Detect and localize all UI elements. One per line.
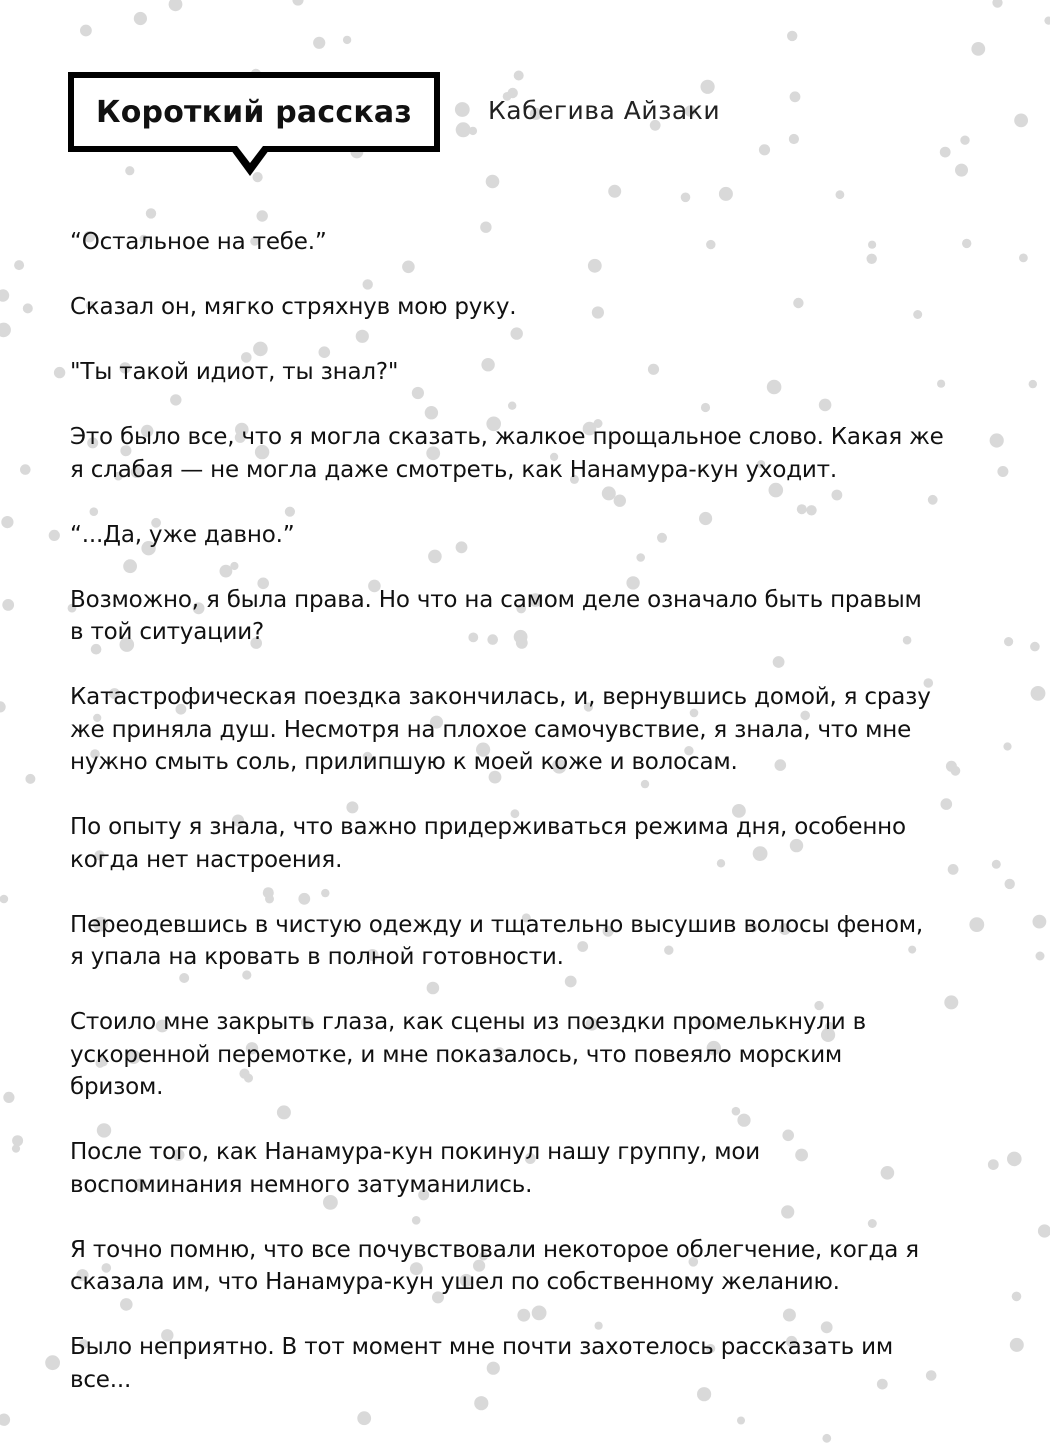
story-paragraph bbox=[70, 1234, 1010, 1299]
paragraph-line: ускоренной перемотке, и мне показалось, что повеяло морским bbox=[70, 1041, 843, 1068]
paragraph-line: Я точно помню, что все почувствовали некоторое облегчение, когда я bbox=[70, 1236, 919, 1263]
story-paragraph bbox=[70, 909, 1010, 974]
paragraph-line: воспоминания немного затуманились. bbox=[70, 1171, 533, 1198]
paragraph-line: "Ты такой идиот, ты знал?" bbox=[70, 359, 399, 385]
story-paragraph bbox=[70, 291, 1010, 324]
paragraph-line: бризом. bbox=[70, 1074, 164, 1100]
paragraph-line: когда нет настроения. bbox=[70, 846, 343, 873]
story-paragraph bbox=[70, 421, 1010, 486]
paragraph-line: я слабая — не могла даже смотреть, как Нанамура-кун уходит. bbox=[70, 456, 837, 483]
paragraph-line: Это было все, что я могла сказать, жалкое прощальное слово. Какая же bbox=[70, 424, 944, 450]
paragraph-line: Катастрофическая поездка закончилась, и, вернувшись домой, я сразу bbox=[70, 684, 931, 710]
paragraph-line: я упала на кровать в полной готовности. bbox=[70, 944, 564, 970]
paragraph-line: все... bbox=[70, 1366, 132, 1393]
speech-bubble-tail-icon bbox=[228, 146, 272, 178]
paragraph-line: же приняла душ. Несмотря на плохое самочувствие, я знала, что мне bbox=[70, 716, 912, 743]
story-paragraph bbox=[70, 519, 1010, 552]
page-title: Короткий рассказ bbox=[96, 94, 412, 130]
paragraph-line: Переодевшись в чистую одежду и тщательно высушив волосы феном, bbox=[70, 911, 923, 938]
story-paragraph bbox=[70, 681, 1010, 779]
story-paragraph bbox=[70, 584, 1010, 649]
paragraph-line: нужно смыть соль, прилипшую к моей коже и волосам. bbox=[70, 749, 738, 775]
story-paragraph bbox=[70, 356, 1010, 389]
paragraph-line: в той ситуации? bbox=[70, 619, 265, 645]
paragraph-line: Возможно, я была права. Но что на самом деле означало быть правым bbox=[70, 586, 922, 613]
paragraph-line: “...Да, уже давно.” bbox=[70, 521, 295, 548]
paragraph-line: Было неприятно. В тот момент мне почти захотелось рассказать им bbox=[70, 1334, 894, 1360]
story-paragraph bbox=[70, 226, 1010, 259]
paragraph-line: Стоило мне закрыть глаза, как сцены из поездки промелькнули в bbox=[70, 1009, 866, 1035]
story-text bbox=[70, 226, 1010, 1429]
paragraph-line: По опыту я знала, что важно придерживаться режима дня, особенно bbox=[70, 814, 906, 840]
story-paragraph bbox=[70, 1006, 1010, 1104]
story-paragraph bbox=[70, 1136, 1010, 1201]
paragraph-line: После того, как Нанамура-кун покинул нашу группу, мои bbox=[70, 1139, 761, 1165]
paragraph-line: “Остальное на тебе.” bbox=[70, 229, 327, 255]
paragraph-line: Сказал он, мягко стряхнув мою руку. bbox=[70, 294, 517, 320]
title-speech-bubble bbox=[68, 72, 440, 152]
paragraph-line: сказала им, что Нанамура-кун ушел по собственному желанию. bbox=[70, 1269, 840, 1295]
story-paragraph bbox=[70, 811, 1010, 876]
author-name: Кабегива Айзаки bbox=[488, 96, 721, 125]
story-paragraph bbox=[70, 1331, 1010, 1396]
